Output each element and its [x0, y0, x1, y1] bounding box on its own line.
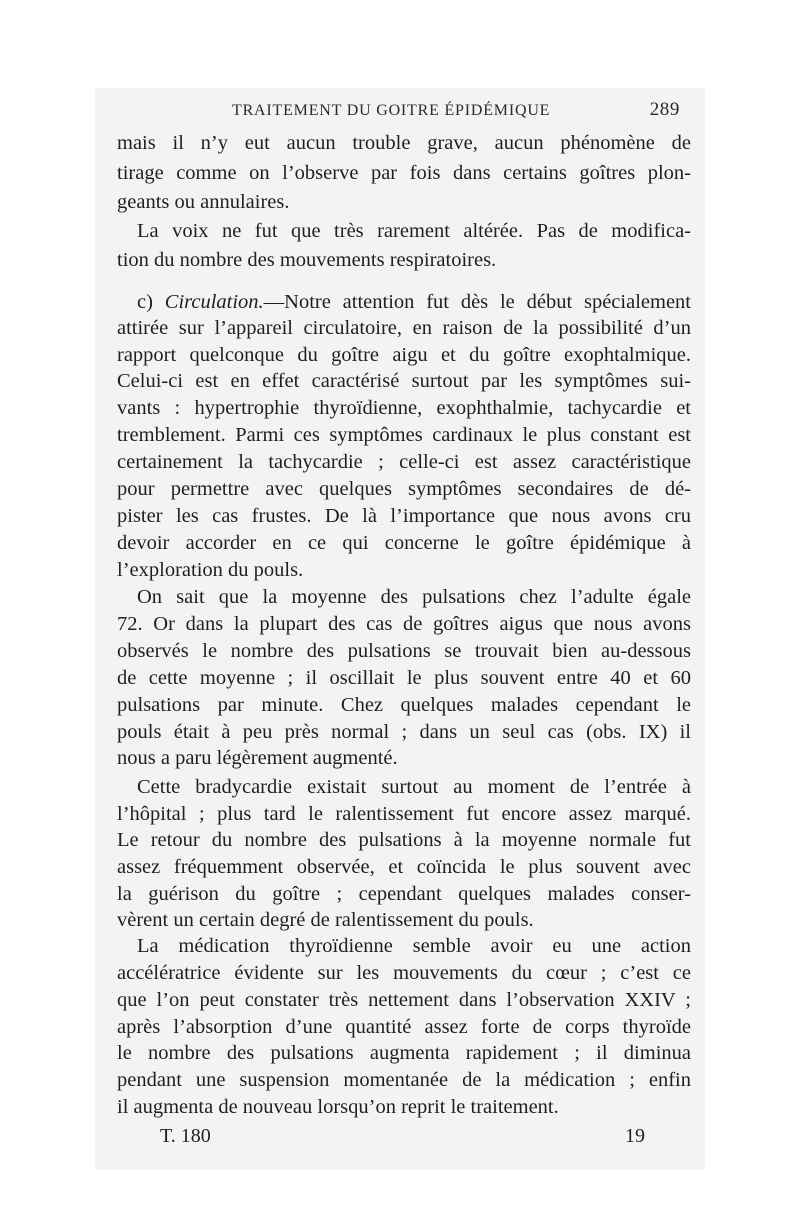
text-line: tirage comme on l’observe par fois dans certains goîtres plon-: [117, 162, 691, 184]
section-marker: c): [137, 291, 153, 313]
text-line: vèrent un certain degré de ralentissement du pouls.: [117, 909, 534, 931]
text-line: pouls était à peu près normal ; dans un seul cas (obs. IX) il: [117, 721, 691, 743]
text-line: Cette bradycardie existait surtout au moment de l’entrée à: [137, 776, 691, 798]
text-line: Le retour du nombre des pulsations à la moyenne normale fut: [117, 829, 691, 851]
text-line: rapport quelconque du goître aigu et du goître exophtalmique.: [117, 344, 691, 366]
text-line: la guérison du goître ; cependant quelques malades conser-: [117, 883, 691, 905]
text-line: assez fréquemment observée, et coïncida le plus souvent avec: [117, 856, 691, 878]
text-line: 72. Or dans la plupart des cas de goîtres aigus que nous avons: [117, 613, 691, 635]
section-text: Notre attention fut dès le début spécialement: [284, 291, 691, 313]
running-header: [232, 99, 692, 124]
text-line: certainement la tachycardie ; celle-ci est assez caractéristique: [117, 451, 691, 473]
printer-signature: T. 180: [160, 1125, 211, 1147]
section-dash: —: [263, 291, 285, 313]
sheet-number: 19: [625, 1125, 645, 1147]
text-line: geants ou annulaires.: [117, 191, 290, 213]
text-line: pour permettre avec quelques symptômes secondaires de dé-: [117, 478, 691, 500]
text-line: vants : hypertrophie thyroïdienne, exophthalmie, tachycardie et: [117, 397, 691, 419]
page-number: 289: [649, 99, 680, 120]
text-line: de cette moyenne ; il oscillait le plus souvent entre 40 et 60: [117, 667, 691, 689]
text-line: tion du nombre des mouvements respiratoires.: [117, 249, 497, 271]
text-line: La voix ne fut que très rarement altérée. Pas de modifica-: [137, 220, 691, 242]
running-title: TRAITEMENT DU GOITRE ÉPIDÉMIQUE: [232, 102, 551, 119]
text-line: devoir accorder en ce qui concerne le goître épidémique à: [117, 532, 691, 554]
text-line: La médication thyroïdienne semble avoir eu une action: [137, 935, 691, 957]
text-line: le nombre des pulsations augmenta rapidement ; il diminua: [117, 1042, 691, 1064]
text-line: l’hôpital ; plus tard le ralentissement fut encore assez marqué.: [117, 803, 691, 825]
text-line: attirée sur l’appareil circulatoire, en raison de la possibilité d’un: [117, 317, 691, 339]
text-line: mais il n’y eut aucun trouble grave, aucun phénomène de: [117, 132, 691, 154]
text-line: l’exploration du pouls.: [117, 559, 304, 581]
text-line: nous a paru légèrement augmenté.: [117, 747, 398, 769]
text-line: accélératrice évidente sur les mouvements du cœur ; c’est ce: [117, 962, 691, 984]
text-line: après l’absorption d’une quantité assez forte de corps thyroïde: [117, 1016, 691, 1038]
text-line: On sait que la moyenne des pulsations chez l’adulte égale: [137, 586, 691, 608]
text-line: il augmenta de nouveau lorsqu’on reprit le traitement.: [117, 1096, 559, 1118]
text-line: tremblement. Parmi ces symptômes cardinaux le plus constant est: [117, 424, 691, 446]
text-line: pister les cas frustes. De là l’importance que nous avons cru: [117, 505, 691, 527]
text-line: Celui-ci est en effet caractérisé surtout par les symptômes sui-: [117, 370, 691, 392]
text-line: pulsations par minute. Chez quelques malades cependant le: [117, 694, 691, 716]
section-title: Circulation.: [164, 291, 264, 313]
text-line: que l’on peut constater très nettement dans l’observation XXIV ;: [117, 989, 691, 1011]
text-line: pendant une suspension momentanée de la médication ; enfin: [117, 1069, 691, 1091]
text-line: observés le nombre des pulsations se trouvait bien au-dessous: [117, 640, 691, 662]
